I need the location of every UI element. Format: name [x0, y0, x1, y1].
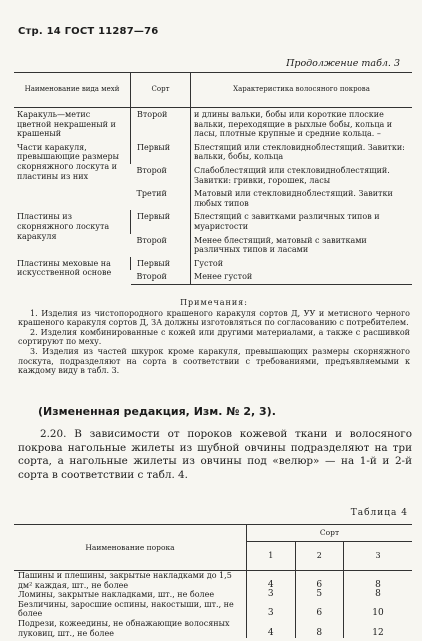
table-row — [14, 571, 412, 591]
row-desc: Блестящий или стекловидноблестящий. Завитки: вальки, бобы, кольца — [191, 141, 413, 164]
row-grade: Второй — [136, 235, 167, 245]
row-desc: Слабоблестящий или стекловидноблестящий. Завитки: гривки, горошек, ласы — [191, 164, 413, 187]
col-header-grade-2: 2 — [295, 542, 344, 571]
notes-title: Примечания: — [180, 298, 248, 307]
notes-block — [18, 298, 410, 376]
row-name: Пластины из скорняжного лоскута каракуля — [17, 212, 110, 241]
table-row — [14, 600, 412, 619]
row-desc: Менее блестящий, матовый с завитками различных типов и ласами — [191, 234, 413, 257]
grade-2-value: 6 — [295, 600, 344, 619]
row-desc: и длины вальки, бобы или короткие плоские вальки, переходящие в рыхлые бобы, кольца и ласы, плотные крупные и средние кольца. – — [191, 108, 413, 141]
row-desc: Менее густой — [191, 270, 413, 284]
grade-1-value: 4 — [247, 571, 296, 591]
row-grade: Первый — [131, 257, 191, 271]
note-item: 1. Изделия из чистопородного крашеного каракуля сортов Д, УУ и метисного черного крашеного каракуля сортов Д, ЗА должны изготовляться по согласованию с потребителем. — [18, 308, 410, 328]
grade-3-value: 12 — [344, 619, 412, 638]
row-desc: Блестящий с завитками различных типов и муаристости — [191, 210, 413, 233]
col-header-grade: Сорт — [131, 73, 191, 108]
row-name: Пластины меховые на искусственной основе — [17, 258, 112, 278]
table-row — [14, 590, 412, 600]
grade-3-value: 10 — [344, 600, 412, 619]
table-continuation-label: Продолжение табл. 3 — [286, 58, 400, 69]
row-name: Части каракуля, превышающие размеры скорняжного лоскута и пластины из них — [17, 142, 119, 181]
amendment-note: (Измененная редакция, Изм. № 2, 3). — [38, 405, 276, 418]
grade-3-value: 8 — [344, 571, 412, 591]
row-grade: Второй — [131, 108, 191, 141]
col-header-characteristics: Характеристика волосяного покрова — [191, 73, 413, 108]
table-row — [14, 257, 412, 271]
col-header-name: Наименование вида мехй — [14, 73, 131, 108]
clause-paragraph: 2.20. В зависимости от пороков кожевой ткани и волосяного покрова нагольные жилеты из шубной овчины подразделяют на три сорта, а нагольные жилеты из овчины под «велюр» — на 1-й и 2-й сорта в соответствии с табл. 4. — [18, 428, 412, 481]
grade-2-value: 6 — [295, 571, 344, 591]
defect-name: Пашины и плешины, закрытые накладками до 1,5 дм² каждая, шт., не более — [18, 571, 232, 590]
note-item: 3. Изделия из частей шкурок кроме каракуля, превышающих размеры скорняжного лоскута, подразделяют на сорта в соответствии с требованиями, предъявляемыми к каждому виду в табл. 3. — [18, 346, 410, 376]
col-header-grade-1: 1 — [247, 542, 296, 571]
row-grade: Второй — [136, 165, 167, 175]
row-name: Каракуль—метис цветной некрашеный и крашеный — [17, 110, 116, 139]
table-row — [14, 108, 412, 141]
table-4 — [14, 524, 412, 638]
grade-1-value: 4 — [247, 619, 296, 638]
table-4-caption: Таблица 4 — [350, 508, 408, 518]
col-header-defect: Наименование порока — [14, 525, 247, 571]
row-grade: Первый — [131, 210, 191, 233]
note-item: 2. Изделия комбинированные с кожей или другими материалами, а также с расшивкой сортируют по меху. — [18, 327, 410, 347]
row-grade: Второй — [131, 270, 191, 284]
grade-1-value: 3 — [247, 600, 296, 619]
table-row — [14, 141, 412, 164]
page-header: Стр. 14 ГОСТ 11287—76 — [18, 26, 159, 37]
table-row — [14, 210, 412, 233]
row-desc: Матовый или стекловидноблестящий. Завитки любых типов — [191, 187, 413, 210]
table-row — [14, 619, 412, 638]
grade-2-value: 5 — [295, 590, 344, 600]
defect-name: Безличины, заросшие оспины, накостыши, шт., не более — [18, 599, 234, 619]
col-header-grade-3: 3 — [344, 542, 412, 571]
table-3 — [14, 72, 412, 285]
grade-3-value: 8 — [344, 590, 412, 600]
col-header-grade-group: Сорт — [247, 525, 413, 542]
row-desc: Густой — [191, 257, 413, 271]
row-grade: Первый — [131, 141, 191, 164]
grade-1-value: 3 — [247, 590, 296, 600]
grade-2-value: 8 — [295, 619, 344, 638]
defect-name: Подрези, кожеедины, не обнажающие волосяных луковиц, шт., не более — [18, 618, 230, 638]
defect-name: Ломины, закрытые накладками, шт., не более — [18, 590, 215, 600]
row-grade: Третий — [136, 189, 167, 199]
